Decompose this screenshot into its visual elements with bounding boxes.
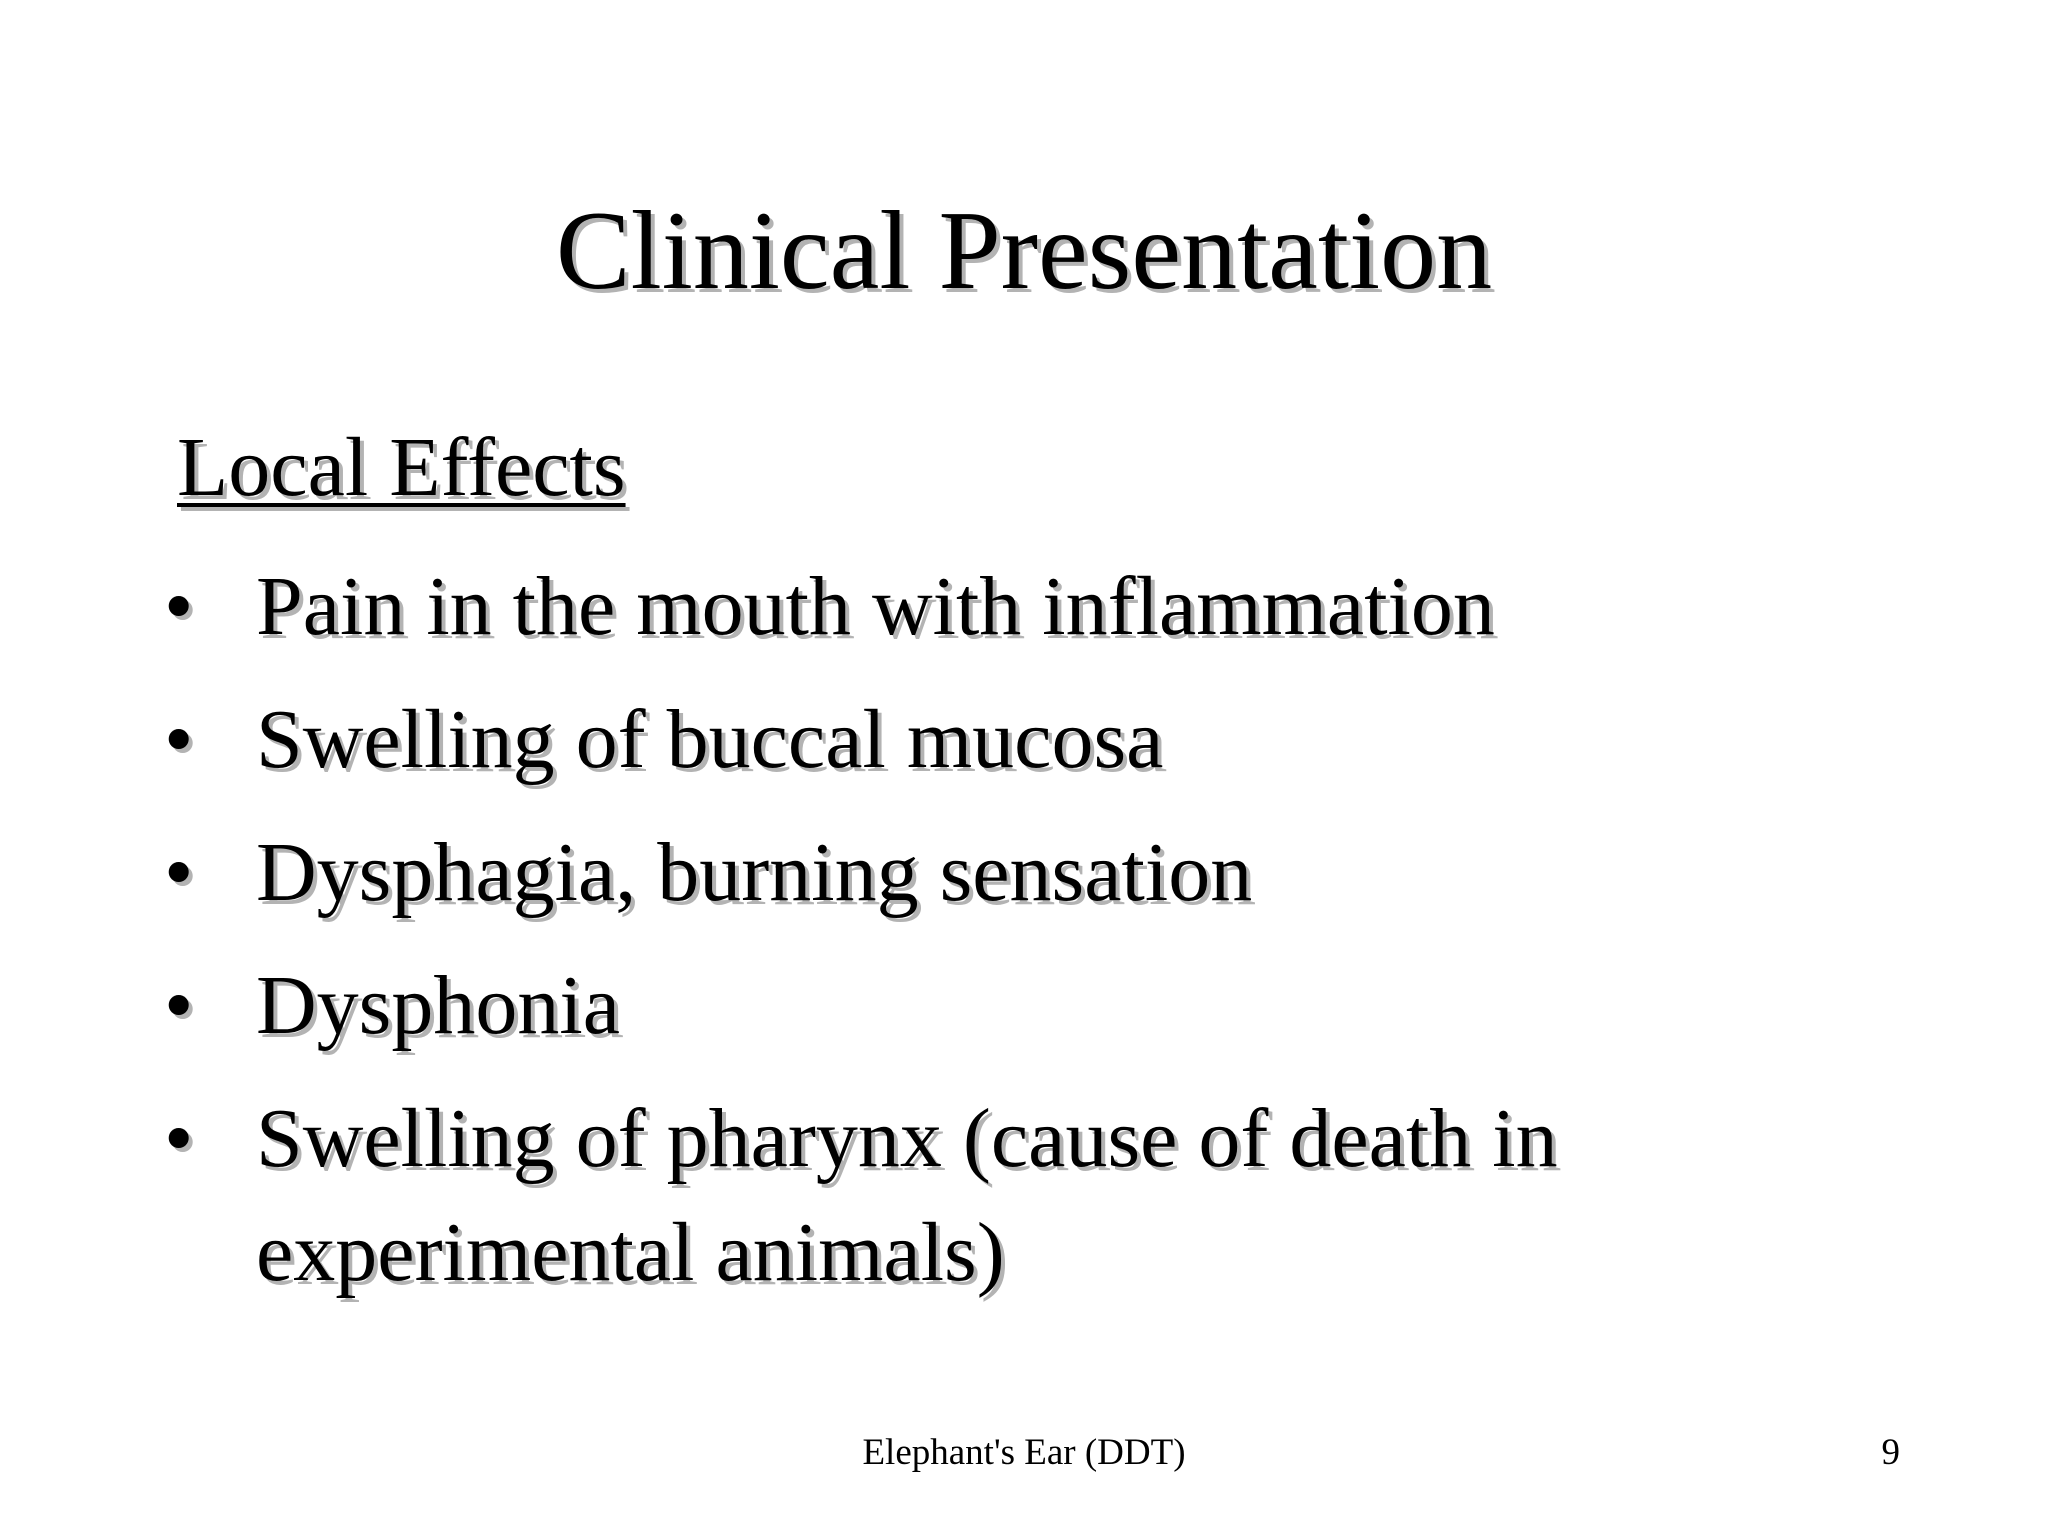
bullet-icon: • (164, 826, 194, 919)
bullet-item (164, 683, 1804, 797)
bullet-icon: • (164, 560, 194, 653)
bullet-item (164, 949, 1804, 1063)
bullet-list (164, 550, 1804, 1329)
bullet-text: Swelling of buccal mucosa (256, 693, 1164, 786)
bullet-icon: • (164, 1092, 194, 1185)
slide-title: Clinical Presentation (555, 189, 1493, 313)
bullet-icon: • (164, 693, 194, 786)
section-subheading: Local Effects (177, 421, 626, 514)
slide-footer: Elephant's Ear (DDT) (862, 1432, 1186, 1473)
bullet-icon: • (164, 959, 194, 1052)
bullet-text: Dysphonia (256, 959, 620, 1052)
bullet-item (164, 550, 1804, 664)
bullet-text: Swelling of pharynx (cause of death in experimental animals) (256, 1092, 1558, 1299)
bullet-item (164, 816, 1804, 930)
page-number: 9 (1881, 1432, 1900, 1473)
bullet-text: Pain in the mouth with inflammation (256, 560, 1495, 653)
bullet-text: Dysphagia, burning sensation (256, 826, 1253, 919)
bullet-item (164, 1082, 1804, 1310)
